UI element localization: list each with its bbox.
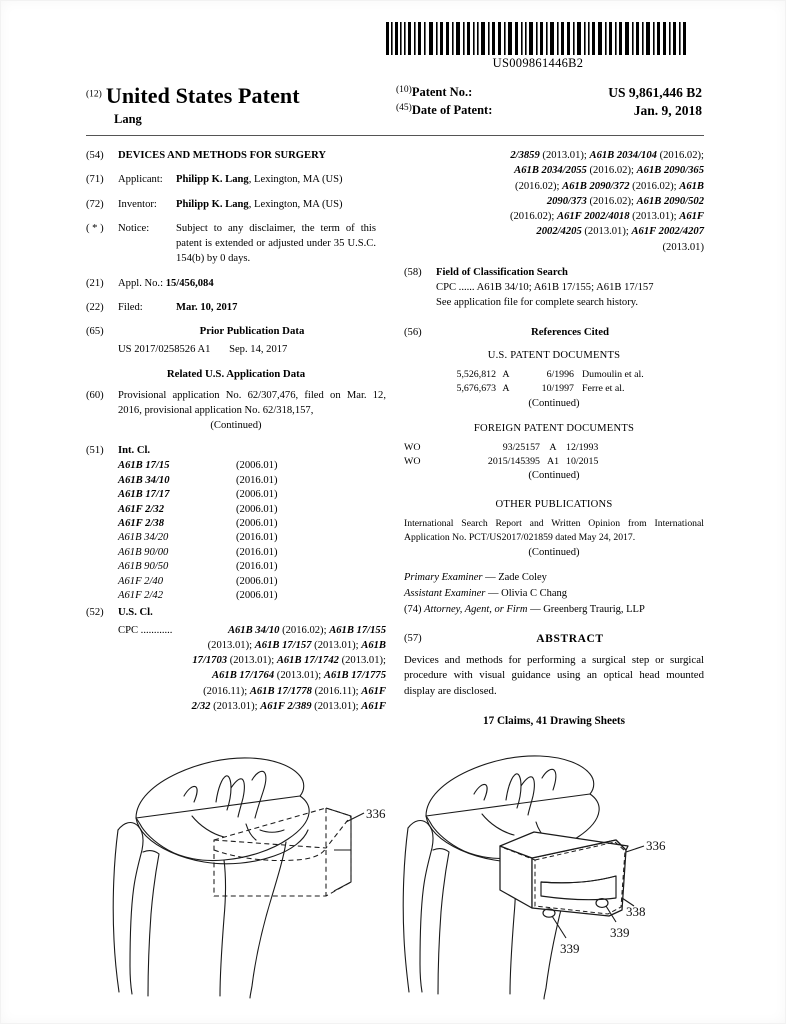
code-71: (71) [86,174,104,186]
header-divider [86,135,704,136]
code-72: (72) [86,198,104,210]
figure-right-label-339-left: 339 [560,941,580,956]
barcode-icon [384,22,692,55]
notice-entry [86,221,386,267]
cpc-code: A61F 2/389 [260,700,312,712]
patent-assignee: Ferre et al. [582,382,625,394]
cpc-code: A61B 17/1742 [276,655,339,667]
patent-number: 5,526,812 [456,369,496,381]
cpc-code: A61B 2034/2055 [514,165,587,177]
figure-right [394,700,694,1000]
references-cited-entry [404,325,704,341]
page-title: United States Patent [105,83,300,108]
right-column [404,148,704,727]
cpc-code: A61B 2090/502 [636,195,704,207]
notice-text: Subject to any disclaimer, the term of this patent is extended or adjusted under 35 U.S.C. 154(b) by 0 days. [176,222,376,265]
us-cl-line [118,684,386,699]
us-cl-entry [86,605,386,620]
cpc-continued-line [404,209,704,224]
int-cl-class: A61F 2/38 [118,517,165,529]
int-cl-version: (2016.01) [236,546,278,558]
cpc-version: (2013.01); [210,700,261,712]
cpc-code: 2/32 [191,700,211,712]
patent-date-label: Date of Patent: [411,103,493,118]
code-74: (74) [404,603,422,615]
patent-number-row [396,84,704,102]
related-app-data-heading: Related U.S. Application Data [166,367,306,380]
applicant-entry [86,172,386,187]
cpc-version: (2013.01); [539,150,590,161]
code-65: (65) [86,326,104,337]
figure-right-label-339-right: 339 [610,925,630,940]
cpc-code: A61B 2090/372 [562,180,630,192]
cpc-continued-line [404,148,704,163]
inventor-address: , Lexington, MA (US) [248,198,343,210]
cpc-version: (2013.01); [629,211,680,222]
other-publications-heading: OTHER PUBLICATIONS [495,499,613,511]
us-docs-continued: (Continued) [528,397,580,409]
related-app-entry [86,388,386,419]
cpc-code: A61B 17/1775 [323,670,386,682]
patent-date: 6/1996 [546,369,574,381]
primary-examiner-label: Primary Examiner [404,572,483,584]
cpc-code: A61B 2090/365 [636,165,704,177]
patent-number: 5,676,673 [456,382,496,394]
int-cl-version: (2016.01) [236,532,278,544]
foreign-number: 2015/145395 [487,455,540,467]
left-column [86,148,386,727]
figure-right-label-336: 336 [646,838,666,853]
abstract-heading: ABSTRACT [536,633,604,646]
cpc-code: 17/1703 [192,655,228,667]
int-cl-class: A61F 2/32 [118,503,165,515]
cpc-code: A61F 2002/4018 [557,211,630,222]
figure-right-label-338: 338 [626,904,646,919]
foreign-patent-documents-heading: FOREIGN PATENT DOCUMENTS [473,422,635,434]
foreign-date: 12/1993 [566,441,599,453]
int-cl-version: (2006.01) [236,503,278,515]
us-patent-document-row [412,368,704,382]
barcode-number: US009861446B2 [492,56,584,70]
code-56: (56) [404,326,422,338]
cpc-code: A61F [361,685,386,697]
knee-with-dashed-cut-block-figure [96,700,386,1000]
cpc-version: (2013.01); [311,700,362,712]
page-content [86,0,704,1024]
int-cl-class: A61B 34/20 [118,532,169,544]
field-of-search-heading: Field of Classification Search [436,266,568,278]
prior-publication-number: US 2017/0258526 A1 [118,343,211,355]
filed-value: Mar. 10, 2017 [176,301,238,313]
int-cl-row [118,517,386,531]
examiner-block [404,570,704,617]
cpc-code: A61B 17/1764 [212,670,275,682]
primary-examiner-name: — Zade Coley [485,572,547,584]
attorney-label: Attorney, Agent, or Firm [424,603,528,615]
assistant-examiner-name: — Olivia C Chang [488,587,568,599]
int-cl-class: A61B 34/10 [118,474,170,486]
patent-date-value: Jan. 9, 2018 [633,103,702,119]
int-cl-row [118,575,386,589]
abstract-text: Devices and methods for performing a surgical step or surgical procedure with visual guidance using an optical head mounted display are disclosed. [404,653,704,697]
inventor-label: Inventor: [118,198,157,210]
cpc-code: 2002/4205 [536,226,582,238]
cpc-version: (2013.01); [311,639,362,651]
cpc-version: (2013.01); [338,655,386,667]
int-cl-row [118,531,386,545]
references-cited-heading: References Cited [530,325,610,338]
int-cl-version: (2006.01) [236,575,278,587]
invention-title: DEVICES AND METHODS FOR SURGERY [118,150,327,161]
foreign-kind: A [549,441,557,453]
applicant-address: , Lexington, MA (US) [248,174,343,186]
patent-number-label: Patent No.: [411,85,473,99]
prior-publication-entry [86,324,386,340]
invention-title-entry [86,148,386,163]
cpc-version: (2013.01); [227,655,277,667]
cpc-code: A61F [361,700,386,712]
cpc-continued-line [404,194,704,209]
int-cl-version: (2006.01) [236,460,278,472]
cpc-code: A61F [679,211,704,222]
cpc-code: 2090/373 [546,195,587,207]
cpc-version: (2016.02); [515,180,563,192]
code-51: (51) [86,445,104,457]
attorney-name: — Greenberg Traurig, LLP [530,603,645,615]
foreign-date: 10/2015 [566,455,599,467]
us-cl-heading: U.S. Cl. [118,607,153,619]
header-left [86,84,396,127]
code-57: (57) [404,633,422,645]
int-cl-class: A61F 2/40 [118,575,164,587]
cpc-version: (2016.02); [629,180,680,192]
cpc-code: 2/3859 [510,150,540,161]
us-cl-cpc-lead: CPC ............ [118,624,173,636]
filed-label: Filed: [118,301,143,313]
other-publications-text: International Search Report and Written Opinion from International Application No. PCT/US2017/021859 dated May 24, 2017. [404,518,704,544]
code-21: (21) [86,277,104,289]
filed-entry [86,300,386,315]
cpc-version: (2016.02); [509,211,558,222]
appl-no-label: Appl. No.: [118,277,164,289]
drawing-figures [86,700,704,1020]
us-cl-line [118,638,386,653]
figure-left [96,700,386,1000]
related-app-text: Provisional application No. 62/307,476, filed on Mar. 12, 2016, provisional application No. 62/318,157, [118,389,386,416]
int-cl-row [118,488,386,502]
us-patent-documents-heading: U.S. PATENT DOCUMENTS [487,350,621,362]
cpc-code: A61B 17/157 [254,639,312,651]
field-of-search-entry [404,265,704,311]
cpc-version: (2016.02); [279,624,330,636]
foreign-patent-document-row [404,455,704,469]
cpc-continued-line [404,163,704,178]
prior-publication-heading: Prior Publication Data [199,325,305,337]
assistant-examiner-label: Assistant Examiner [404,587,486,599]
cpc-version: (2016.02); [656,150,704,161]
int-cl-row [118,503,386,517]
int-cl-table [118,459,386,603]
abstract-entry [404,631,704,648]
cpc-version: (2013.01) [662,241,704,253]
int-cl-version: (2016.01) [236,561,278,573]
int-cl-row [118,589,386,603]
patent-assignee: Dumoulin et al. [582,369,644,381]
code-58: (58) [404,266,422,278]
code-60: (60) [86,389,104,401]
int-cl-row [118,474,386,488]
appl-no-value: 15/456,084 [165,277,214,289]
int-cl-class: A61B 90/50 [118,561,169,573]
int-cl-version: (2006.01) [236,517,278,529]
assistant-examiner-row [404,586,704,602]
us-patent-documents-table [412,368,704,396]
code-asterisk: ( * ) [86,222,104,234]
field-of-search-cpc: CPC ...... A61B 34/10; A61B 17/155; A61B 17/157 [436,282,654,293]
foreign-number: 93/25157 [502,441,540,453]
cpc-continued-lines [404,148,704,255]
cpc-continued-line [404,179,704,194]
foreign-docs-continued: (Continued) [528,470,580,482]
cpc-code: A61F 2002/4207 [631,226,704,238]
barcode-area [384,22,692,71]
foreign-kind: A1 [546,455,560,467]
prior-publication-date: Sep. 14, 2017 [229,343,288,355]
int-cl-version: (2006.01) [236,589,278,601]
patent-kind: A [502,369,510,381]
us-cl-line [118,653,386,668]
foreign-country: WO [404,441,421,453]
foreign-patent-document-row [404,441,704,455]
cpc-code: A61B [361,639,386,651]
code-54: (54) [86,150,104,161]
inventor-surname: Lang [114,112,142,126]
header-right [396,84,704,120]
knee-with-surgical-guide-figure [394,700,694,1000]
cpc-continued-line [404,240,704,255]
cpc-version: (2013.01); [274,670,324,682]
inventor-entry [86,197,386,212]
other-publications-continued: (Continued) [528,547,580,559]
cpc-code: A61B 2034/104 [589,150,657,161]
field-of-search-note: See application file for complete search history. [436,297,638,309]
code-45: (45) [396,103,412,114]
cpc-code: A61B [679,180,704,192]
cpc-version: (2013.01); [581,226,632,238]
int-cl-class: A61B 17/15 [118,460,170,472]
patent-date: 10/1997 [541,382,574,394]
int-cl-class: A61B 90/00 [118,546,169,558]
code-52: (52) [86,607,104,619]
cpc-version: (2016.02); [586,195,637,207]
foreign-patent-documents-table [404,441,704,469]
applicant-label: Applicant: [118,174,163,186]
cpc-version: (2016.11); [203,685,250,697]
appl-no-entry [86,276,386,291]
us-patent-document-row [412,382,704,396]
prior-publication-row [118,344,386,355]
code-12: (12) [86,89,102,100]
us-cl-line [118,668,386,683]
cpc-version: (2016.02); [586,165,637,177]
related-continued: (Continued) [210,420,262,432]
int-cl-row [118,546,386,560]
code-22: (22) [86,301,104,313]
bibliographic-columns [86,148,704,727]
int-cl-version: (2016.01) [236,474,278,486]
int-cl-row [118,560,386,574]
int-cl-heading: Int. Cl. [118,445,151,457]
inventor-name: Philipp K. Lang [176,198,249,210]
cpc-code: A61B 17/155 [329,624,386,636]
cpc-version: (2013.01); [207,639,255,651]
cpc-version: (2016.11); [311,685,362,697]
int-cl-entry [86,443,386,603]
int-cl-class: A61F 2/42 [118,589,164,601]
foreign-country: WO [404,455,421,467]
notice-label: Notice: [118,222,150,234]
cpc-code: A61B 34/10 [227,624,280,636]
attorney-row [404,602,704,618]
patent-number-value: US 9,861,446 B2 [608,85,702,100]
figure-left-label-336: 336 [366,806,386,821]
int-cl-row [118,459,386,473]
cpc-code: A61B 17/1778 [249,685,312,697]
patent-kind: A [502,382,510,394]
cpc-continued-line [404,224,704,239]
applicant-name: Philipp K. Lang [176,174,249,186]
patent-header [86,84,704,127]
primary-examiner-row [404,570,704,586]
patent-date-row [396,102,704,120]
int-cl-class: A61B 17/17 [118,489,170,501]
code-10: (10) [396,85,412,95]
int-cl-version: (2006.01) [236,489,278,501]
claims-sheets-line: 17 Claims, 41 Drawing Sheets [482,715,626,728]
